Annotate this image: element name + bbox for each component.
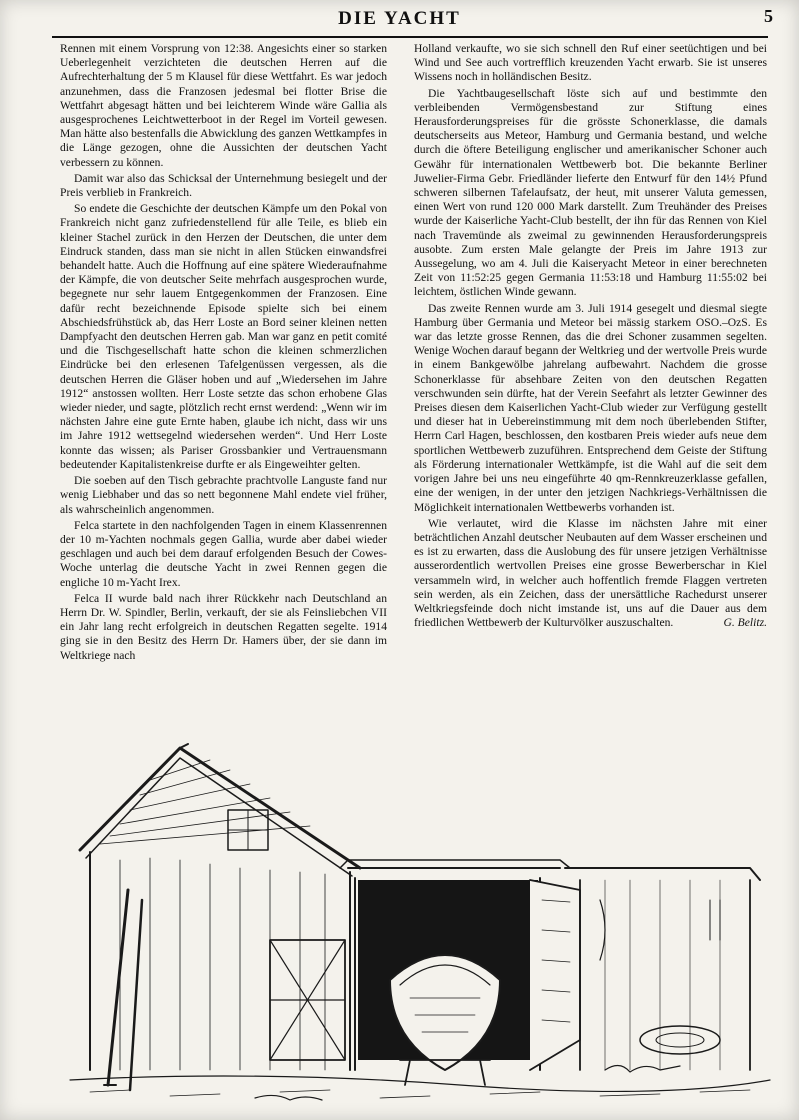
left-column: [60, 42, 387, 663]
paragraph: Rennen mit einem Vorsprung von 12:38. Angesichts einer so starken Ueberlegenheit verzichteten die deutschen Herren auf die Aufrechterhaltung der 5 m Klausel für diese Wettfahrt. Es war jedoch anzunehmen, dass die Franzosen jedesmal bei flotter Brise die Wettfahrt abgesagt hätten und bei leichterem Winde wäre Gallia als ausgesprochenes Leichtwetterboot in der Regel im Vorteil gewesen. Man hätte also bestenfalls die Abwicklung des ganzen Wettkampfes in die Länge gezogen, ohne die Aussichten der deutschen Yacht verbessern zu können.: [60, 42, 387, 169]
paragraph: Holland verkaufte, wo sie sich schnell den Ruf einer seetüchtigen und bei Wind und See auch vortrefflich kreuzenden Yacht erwarb. Sie ist unseres Wissens noch in holländischen Besitz.: [414, 42, 767, 84]
paragraph: Felca II wurde bald nach ihrer Rückkehr nach Deutschland an Herrn Dr. W. Spindler, Berlin, verkauft, der sie als Feinsliebchen VII ein Jahr lang recht erfolgreich in deutschen Regatten segelte. 1914 ging sie in den Besitz des Herrn Dr. Hamers über, der sie dann im Weltkriege nach: [60, 591, 387, 662]
header-rule: [52, 36, 768, 38]
right-column: [414, 42, 767, 631]
paragraph: Damit war also das Schicksal der Unternehmung besiegelt und der Preis verblieb in Frankreich.: [60, 171, 387, 200]
paragraph: So endete die Geschichte der deutschen Kämpfe um den Pokal von Frankreich nicht ganz zufriedenstellend für alle Teile, es blieb ein kleiner Stachel zurück in den Herzen der Deutschen, die unter dem Eindruck standen, dass man sie nicht in allen Stücken einwandsfrei behandelt hatte. Auch die Hoffnung auf eine spätere Wiederaufnahme der Kämpfe, die von deutscher Seite mehrfach ausgesprochen wurde, begegnete nur sehr lauem Entgegenkommen der Franzosen. Eine dafür recht bezeichnende Episode spielte sich bei einem Abschiedsfrühstück ab, das Herr Loste an Bord seiner kleinen netten Dampfyacht den deutschen Herren gab. Man war ganz en petit comité und die Tischgesellschaft hatte schon die kleinen schmerzlichen Eindrücke bei den erlesenen Tafelgenüssen vergessen, als die deutschen Herren die Gläser hoben und auf „Wiedersehen im Jahre 1912“ anstossen wollten. Herr Loste setzte das schon erhobene Glas wieder nieder, und sagte, plötzlich recht ernst werdend: „Wenn wir im nächsten Jahre eine gute Ernte haben, glaube ich nicht, dass wir uns im Jahre 1912 wettsegelnd wiedersehen werden“. Und Herr Loste konnte das wissen; als Pariser Grossbankier und Vertrauensmann bedeutender Kapitalistenkreise durfte er als Eingeweihter gelten.: [60, 202, 387, 471]
paragraph: Die soeben auf den Tisch gebrachte prachtvolle Languste fand nur wenig Liebhaber und das so nett begonnene Mahl endete viel früher, als wahrscheinlich angenommen.: [60, 474, 387, 516]
boathouse-sketch-icon: [60, 740, 772, 1110]
paragraph: Wie verlautet, wird die Klasse im nächsten Jahre mit einer beträchtlichen Anzahl deutscher Neubauten auf dem Wasser erscheinen und es ist zu erwarten, dass die Auslobung des für unsere jetzigen Verhältnisse ausserordentlich wertvollen Preises eine grosse Bewerberschar in Kiel versammeln wird, in welcher auch hoffentlich fremde Flaggen vertreten sein werden, als ein Zeichen, dass der unersättliche Rachedurst unserer Weltkriegsfeinde doch nicht imstande ist, uns auf die Dauer aus dem friedlichen Wettbewerb der Kulturvölker auszuschalten.: [414, 516, 767, 630]
paragraph: Die Yachtbaugesellschaft löste sich auf und bestimmte den verbleibenden Vermögensbestand zur Stiftung eines Herausforderungspreises für die grösste Schonerklasse, die damals deutscherseits aus Meteor, Hamburg und Germania bestand, und welche durch die öftere Beteiligung englischer und amerikanischer Schoner auch Gewähr für internationalen Wettbewerb bot. Die bekannte Berliner Juwelier-Firma Gebr. Friedländer lieferte den Entwurf für den 14½ Pfund schweren silbernen Tafelaufsatz, der heut, mit unserer Valuta gemessen, einen Wert von rund 120 000 Mark darstellt. Zum Treuhänder des Preises wurde der Kaiserliche Yacht-Club bestellt, der ihn für das Rennen von Kiel nach Travemünde als zweimal zu gewinnenden Herausforderungspreis ausobte. Zum ersten Male gelangte der Preis im Jahre 1913 zur Aussegelung, wo am 4. Juli die Kaiseryacht Meteor in einer berechneten Zeit von 11:52:25 gegen Germania 11:53:18 und Hamburg 11:55:02 bei leichtem, östlichen Winde gewann.: [414, 86, 767, 299]
page-number: 5: [764, 6, 773, 26]
paragraph: Das zweite Rennen wurde am 3. Juli 1914 gesegelt und diesmal siegte Hamburg über Germania und Meteor bei mässig starkem OSO.–OzS. Es war das letzte grosse Rennen, das die drei Schoner zusammen segelten. Wenige Wochen darauf begann der Weltkrieg und der wertvolle Preis wurde in einem Bankgewölbe jahrelang aufbewahrt. Nachdem die grosse Schonerklasse für absehbare Zeiten von den deutschen Regatten verschwunden sein dürfte, hat der Verein Seefahrt als letzter Gewinner des Preises diesen dem Kaiserlichen Yacht-Club wieder zur Verfügung gestellt und dieser hat in Uebereinstimmung mit dem noch überlebenden Stifter, Herrn Carl Hagen, beschlossen, den kostbaren Preis wieder aufs neue dem sportlichen Wettbewerb zuzuführen. Entsprechend dem Geiste der Stiftung als Förderung internationaler Wettkämpfe, ist die Wahl auf die seit dem vorigen Jahre bei uns neu eingeführte 40 qm-Rennkreuzerklasse gefallen, eine der wenigen, in der unter den jetzigen Nachkriegs-Verhältnissen die Möglichkeit internationalen Wettbewerbs vorhanden ist.: [414, 301, 767, 514]
paragraph: Felca startete in den nachfolgenden Tagen in einem Klassenrennen der 10 m-Yachten nochmals gegen Gallia, wurde aber dabei wieder geschlagen und auch bei dem darauf erfolgenden Besuch der Cowes-Woche unterlag die deutsche Yacht in zwei Rennen gegen die engliche 10 m-Yacht Irex.: [60, 518, 387, 589]
author-signature: G. Belitz.: [723, 616, 767, 630]
magazine-title: DIE YACHT: [338, 8, 461, 29]
